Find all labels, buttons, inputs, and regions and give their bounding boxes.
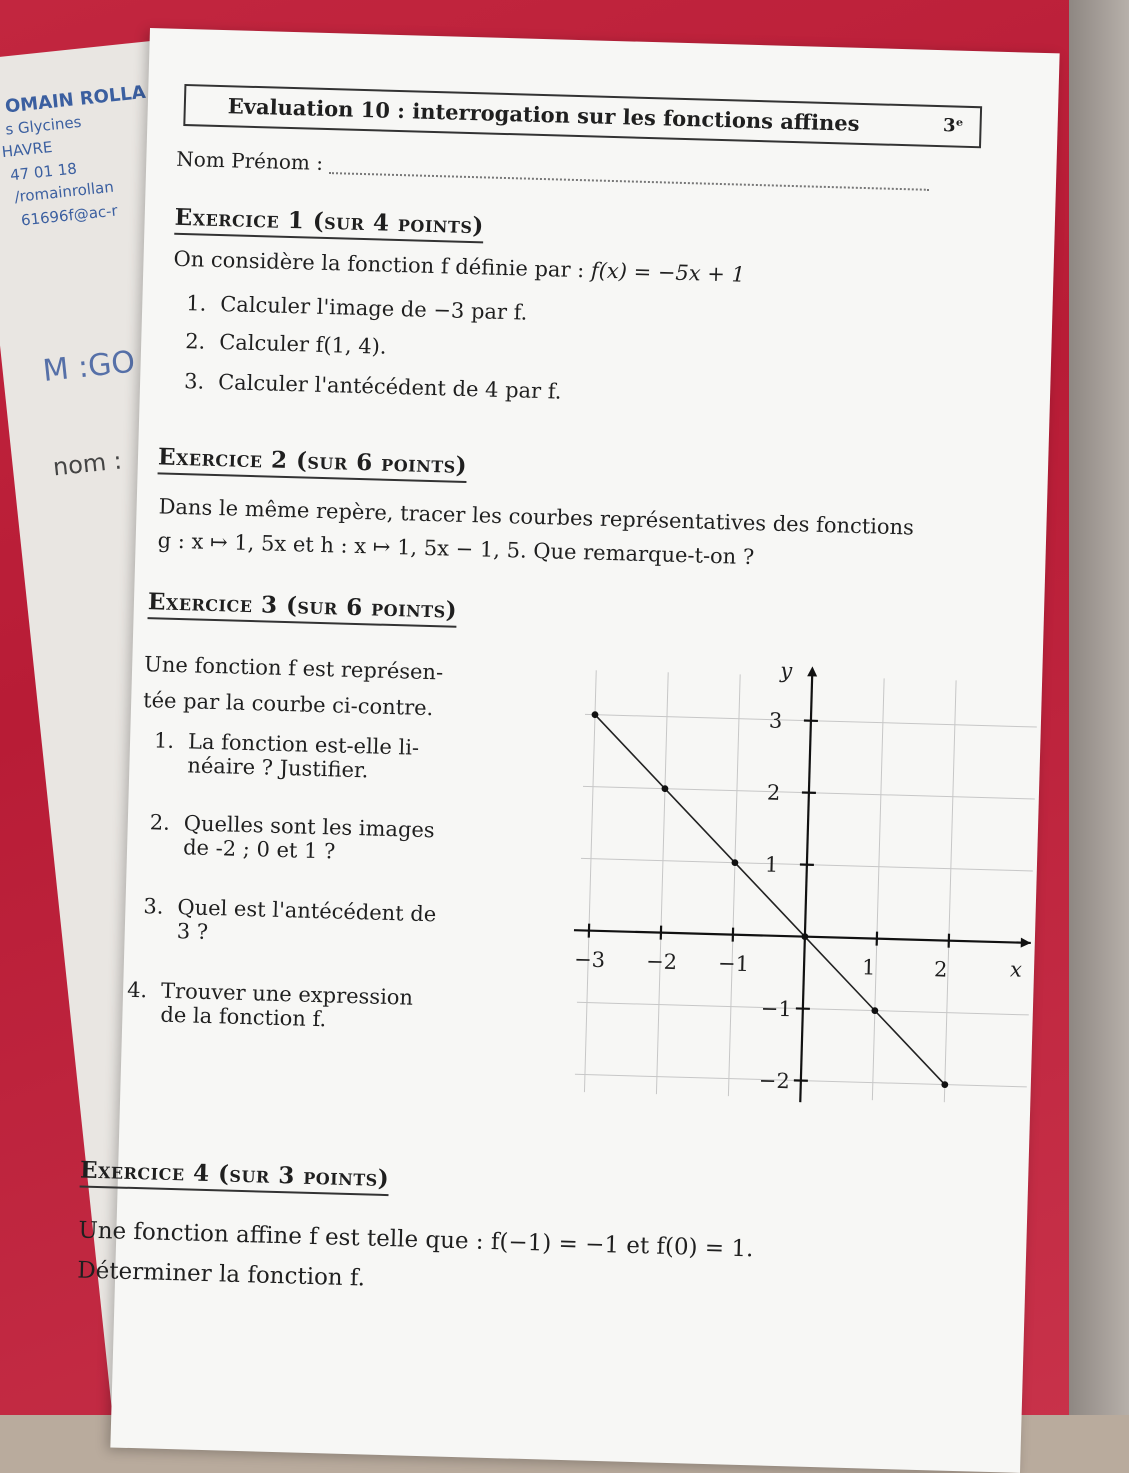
ex3-item — [149, 810, 435, 866]
ex3-intro-line2: tée par la courbe ci-contre. — [143, 682, 434, 726]
ex1-item-text: Calculer l'image de −3 par f. — [220, 292, 528, 325]
under-sheet-text: M :GO — [41, 345, 137, 389]
ex1-item — [185, 329, 387, 359]
ex1-title: Exercice 1 (sur 4 points) — [174, 204, 484, 244]
grid-line-vertical — [728, 674, 740, 1096]
ex3-item-num: 3. — [143, 894, 178, 919]
under-sheet-text: 61696f@ac-r — [20, 201, 118, 229]
exam-sheet — [110, 28, 1059, 1473]
page-title: Evaluation 10 : interrogation sur les fonctions affines — [228, 93, 860, 136]
x-tick-label: 1 — [862, 955, 876, 979]
y-axis-label: y — [779, 658, 794, 682]
ex4-line1: Une fonction affine f est telle que : f(−1) = −1 et f(0) = 1. — [78, 1212, 754, 1267]
ex1-item-num: 2. — [185, 329, 220, 354]
function-graph — [560, 640, 1053, 1133]
under-sheet-text: s Glycines — [5, 113, 83, 139]
ex1-item — [184, 369, 562, 404]
ex1-intro-text: On considère la fonction f définie par : — [173, 247, 584, 282]
grid-line-vertical — [944, 680, 956, 1102]
name-field — [176, 147, 929, 192]
title-box — [183, 84, 982, 148]
grid-line-vertical — [656, 672, 668, 1094]
ex3-item — [126, 978, 413, 1034]
ex3-item-line1: Trouver une expression — [161, 979, 414, 1010]
ex3-item-line1: Quelles sont les images — [183, 811, 435, 842]
x-axis-arrow — [1021, 938, 1031, 948]
name-dotted-line — [329, 172, 929, 191]
x-axis-label: x — [1010, 957, 1023, 981]
grid-line-vertical — [872, 678, 884, 1100]
y-axis — [800, 670, 812, 1102]
ex4-line2: Déterminer la fonction f. — [77, 1252, 366, 1296]
ex3-item-line2: de -2 ; 0 et 1 ? — [183, 835, 336, 863]
ex3-item-line1: La fonction est-elle li- — [188, 729, 420, 759]
ex1-formula: f(x) = −5x + 1 — [591, 258, 746, 286]
y-tick-label: −2 — [759, 1068, 791, 1093]
under-sheet-text: OMAIN ROLLA — [4, 82, 147, 118]
name-label: Nom Prénom : — [176, 147, 323, 175]
under-sheet-text: nom : — [52, 446, 124, 481]
ex3-item-num: 1. — [154, 728, 189, 753]
ex3-intro-line1: Une fonction f est représen- — [144, 646, 444, 690]
desk-edge — [1069, 0, 1129, 1415]
ex1-item-text: Calculer f(1, 4). — [219, 330, 387, 359]
ex1-item — [186, 291, 528, 325]
y-tick-label: 1 — [765, 852, 779, 876]
ex3-title: Exercice 3 (sur 6 points) — [147, 588, 457, 628]
ex2-title: Exercice 2 (sur 6 points) — [158, 443, 468, 483]
ex3-item-line2: néaire ? Justifier. — [187, 753, 369, 782]
under-sheet-text: HAVRE — [1, 138, 53, 161]
ex3-item — [153, 728, 419, 783]
grade-label: 3ᵉ — [943, 107, 965, 146]
x-tick-label: −2 — [646, 949, 678, 974]
ex3-item — [142, 894, 436, 950]
ex1-intro — [173, 241, 745, 293]
y-tick-label: −1 — [761, 996, 793, 1021]
x-tick-label: −3 — [574, 947, 606, 972]
grid-line-vertical — [584, 670, 596, 1092]
ex3-item-line1: Quel est l'antécédent de — [177, 895, 436, 926]
ex1-item-num: 1. — [186, 291, 221, 316]
y-axis-arrow — [807, 666, 817, 676]
ex3-item-num: 4. — [127, 978, 162, 1003]
ex3-item-line2: 3 ? — [176, 919, 208, 944]
under-sheet-text: 47 01 18 — [9, 159, 77, 184]
ex3-item-num: 2. — [149, 810, 184, 835]
series-line-f — [585, 715, 955, 1085]
ex1-item-num: 3. — [184, 369, 219, 394]
ex3-item-line2: de la fonction f. — [160, 1003, 326, 1032]
ex4-title: Exercice 4 (sur 3 points) — [80, 1156, 390, 1196]
ex1-item-text: Calculer l'antécédent de 4 par f. — [218, 370, 562, 404]
x-tick-label: −1 — [718, 951, 750, 976]
ex2-line2: g : x ↦ 1, 5x et h : x ↦ 1, 5x − 1, 5. Que remarque-t-on ? — [157, 522, 755, 575]
y-tick-label: 2 — [767, 781, 781, 805]
x-tick-label: 2 — [934, 957, 948, 981]
y-tick-label: 3 — [769, 709, 783, 733]
under-sheet-text: /romainrollan — [14, 178, 115, 206]
ex2-line1: Dans le même repère, tracer les courbes représentatives des fonctions — [158, 488, 914, 545]
